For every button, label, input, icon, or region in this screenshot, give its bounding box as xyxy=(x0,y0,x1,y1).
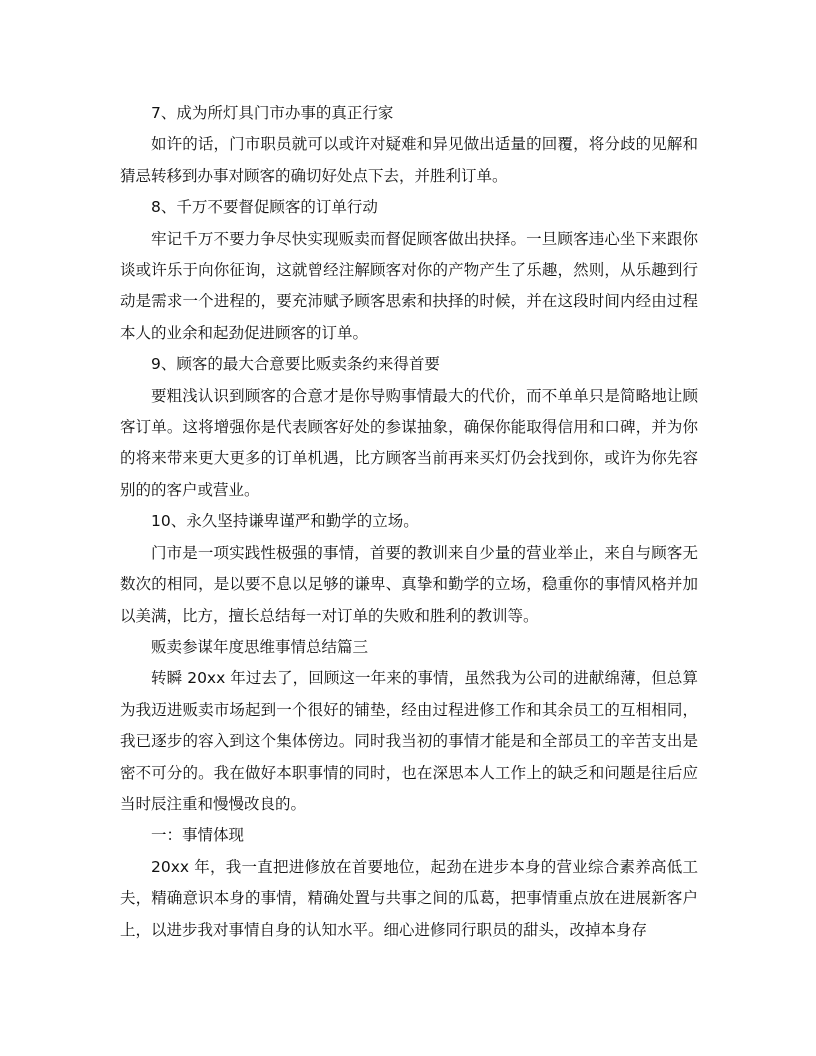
paragraph: 20xx 年，我一直把进修放在首要地位，起劲在进步本身的营业综合素养高低工夫，精确意识本身的事情，精确处置与共事之间的瓜葛，把事情重点放在进展新客户上，以进步我对事情自身的认知水平。细心进修同行职员的甜头，改掉本身存 xyxy=(120,857,698,939)
heading-item-10: 10、永久坚持谦卑谨严和勤学的立场。 xyxy=(151,512,419,531)
paragraph: 转瞬 20xx 年过去了，回顾这一年来的事情，虽然我为公司的进献绵薄，但总算为我迈进贩卖市场起到一个很好的铺垫，经由过程进修工作和其余员工的互相相同，我已逐步的容入到这个集体傍边。同时我当初的事情才能是和全部员工的辛苦支出是密不可分的。我在做好本职事情的同时，也在深思本人工作上的缺乏和问题是往后应当时辰注重和慢慢改良的。 xyxy=(120,669,698,813)
section-title: 贩卖参谋年度思维事情总结篇三 xyxy=(151,637,369,656)
heading-item-9: 9、顾客的最大合意要比贩卖条约来得首要 xyxy=(151,355,440,374)
heading-item-7: 7、成为所灯具门市办事的真正行家 xyxy=(151,104,394,122)
document-body xyxy=(120,98,698,946)
paragraph: 要粗浅认识到顾客的合意才是你导购事情最大的代价，而不单单只是简略地让顾客订单。这将增强你是代表顾客好处的参谋抽象，确保你能取得信用和口碑，并为你的将来带来更大更多的订单机遇，比方顾客当前再来买灯仍会找到你，或许为你先容别的的客户或营业。 xyxy=(120,386,698,499)
paragraph: 如许的话，门市职员就可以或许对疑难和异见做出适量的回覆，将分歧的见解和猜忌转移到办事对顾客的确切好处点下去，并胜利订单。 xyxy=(120,135,698,185)
heading-item-8: 8、千万不要督促顾客的订单行动 xyxy=(151,198,378,217)
subsection-title: 一：事情体现 xyxy=(151,826,245,845)
paragraph: 牢记千万不要力争尽快实现贩卖而督促顾客做出抉择。一旦顾客违心坐下来跟你谈或许乐于向你征询，这就曾经注解顾客对你的产物产生了乐趣，然则，从乐趣到行动是需求一个进程的，要充沛赋予顾客思索和抉择的时候，并在这段时间内经由过程本人的业余和起劲促进顾客的订单。 xyxy=(120,229,698,342)
paragraph: 门市是一项实践性极强的事情，首要的教训来自少量的营业举止，来自与顾客无数次的相同，是以要不息以足够的谦卑、真挚和勤学的立场，稳重你的事情风格并加以美满，比方，擅长总结每一对订单的失败和胜利的教训等。 xyxy=(120,543,698,625)
